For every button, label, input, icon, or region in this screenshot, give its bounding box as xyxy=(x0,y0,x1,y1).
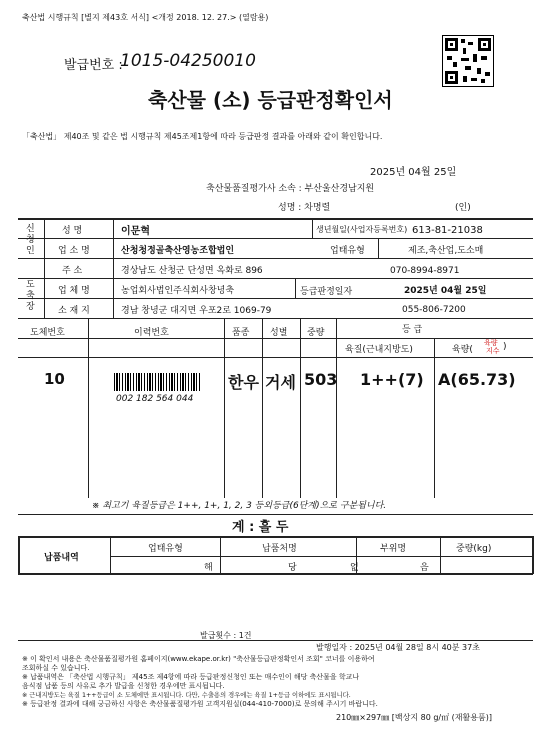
address-label: 주 소 xyxy=(62,266,83,276)
issue-number: 1015-04250010 xyxy=(120,51,256,71)
quality-grade-header: 육질(근내지방도) xyxy=(345,345,413,355)
delivery-cell-4: 음 xyxy=(420,563,429,573)
grading-date-label: 등급판정일자 xyxy=(300,287,353,297)
issue-number-label: 발급번호 : xyxy=(64,58,123,73)
delivery-cell-1: 해 xyxy=(204,563,213,573)
grade-header: 등 급 xyxy=(402,325,423,335)
inspector-org: 축산물품질평가사 소속 : 부산울산경남지원 xyxy=(206,184,375,194)
inspector-name: 성명 : 차명렬 xyxy=(278,203,331,213)
barcode-icon xyxy=(114,373,202,391)
slaughterhouse-name: 농업회사법인주식회사창녕축 xyxy=(121,286,235,296)
delivery-header-weight: 중량(kg) xyxy=(456,544,492,554)
issue-count: 발급횟수 : 1건 xyxy=(200,631,252,640)
grading-date: 2025년 04월 25일 xyxy=(404,286,487,296)
business-name: 산청청정골축산영농조합법인 xyxy=(121,246,235,256)
carcass-no-header: 도체번호 xyxy=(30,328,65,338)
qr-code-icon xyxy=(442,35,494,87)
applicant-address: 경상남도 산청군 단성면 옥화로 896 xyxy=(121,266,263,276)
carcass-no: 10 xyxy=(44,370,65,388)
quality-grade-value: 1++(7) xyxy=(360,370,424,389)
applicant-side-label: 신청인 xyxy=(26,224,35,256)
yield-grade-value: A(65.73) xyxy=(438,370,516,389)
breed-header: 품종 xyxy=(232,328,250,338)
delivery-label: 납품내역 xyxy=(44,553,79,563)
birth-label: 생년월일(사업자등록번호) xyxy=(316,225,408,234)
form-reference: 축산법 시행규칙 [별지 제43호 서식] <개정 2018. 12. 27.> (열람용) xyxy=(22,13,269,22)
issue-timestamp: 발행일자 : 2025년 04월 28일 8시 40분 37초 xyxy=(316,643,480,652)
yield-grade-header: 육량( xyxy=(452,345,473,355)
slaughterhouse-address: 경남 창녕군 대지면 우포2로 1069-79 xyxy=(121,306,272,316)
company-name-label: 업 체 명 xyxy=(58,286,90,296)
delivery-cell-2: 당 xyxy=(288,563,297,573)
breed-value: 한우 xyxy=(228,373,259,392)
footer-note-3: ※ 납품내역은 「축산법 시행규칙」 제45조 제4항에 따라 등급판정신청인 또는 매수인이 해당 축산물을 학교나 xyxy=(22,673,360,681)
footer-note-1: ※ 이 확인서 내용은 축산물품질평가원 홈페이지(www.ekape.or.kr) "축산물등급판정확인서 조회" 코너를 이용하여 xyxy=(22,655,375,663)
slaughterhouse-side-label: 도축장 xyxy=(26,280,35,312)
business-type: 제조,축산업,도소매 xyxy=(408,246,484,256)
weight-header: 중량 xyxy=(307,328,325,338)
sex-value: 거세 xyxy=(265,373,296,392)
yield-close-paren: ) xyxy=(503,342,507,352)
business-name-label: 업 소 명 xyxy=(58,246,90,256)
name-label: 성 명 xyxy=(62,226,83,236)
delivery-cell-3: 없 xyxy=(350,563,359,573)
delivery-header-part: 부위명 xyxy=(380,544,407,554)
yield-sub-label-1: 육량 xyxy=(484,339,498,347)
weight-value: 503 xyxy=(304,370,338,389)
total-count: 계 : 흘 두 xyxy=(232,520,289,535)
applicant-phone: 070-8994-8971 xyxy=(390,266,460,276)
applicant-name: 이문혁 xyxy=(121,226,150,237)
footer-note-2: 조회하실 수 있습니다. xyxy=(22,664,90,672)
delivery-header-place: 납품처명 xyxy=(262,544,297,554)
document-title: 축산물 (소) 등급판정확인서 xyxy=(148,88,393,112)
yield-sub-label-2: 지수 xyxy=(486,347,500,355)
issue-date: 2025년 04월 25일 xyxy=(370,167,457,178)
sex-header: 성별 xyxy=(270,328,288,338)
trace-no-header: 이력번호 xyxy=(134,328,169,338)
location-label: 소 재 지 xyxy=(58,306,90,316)
slaughterhouse-phone: 055-806-7200 xyxy=(402,305,466,315)
grade-note: ※ 최고기 육질등급은 1++, 1+, 1, 2, 3 등외등급(6단계)으로 구분됩니다. xyxy=(92,501,387,511)
footer-note-6: ※ 등급판정 결과에 대해 궁금하신 사항은 축산물품질평가원 고객지원실(044-410-7000)로 문의해 주시기 바랍니다. xyxy=(22,700,378,708)
seal-mark: (인) xyxy=(455,203,471,213)
intro-text: 「축산법」 제40조 및 같은 법 시행규칙 제45조제1항에 따라 등급판정 결과를 아래와 같이 확인합니다. xyxy=(22,132,383,141)
delivery-header-type: 업태유형 xyxy=(148,544,183,554)
business-reg-no: 613-81-21038 xyxy=(412,225,483,236)
trace-no: 002 182 564 044 xyxy=(116,394,194,404)
business-type-label: 업태유형 xyxy=(330,246,365,256)
footer-note-4: 음식점 납품 등의 사유로 추가 발급을 신청한 경우에만 표시됩니다. xyxy=(22,682,225,690)
footer-note-5: ※ 근내지방도는 육질 1++등급이 소 도체에만 표시됩니다. 다만, 수출용의 경우에는 육질 1+등급 이하에도 표시됩니다. xyxy=(22,692,351,699)
paper-spec: 210㎜×297㎜ [백상지 80 g/㎡ (재활용품)] xyxy=(336,713,492,722)
